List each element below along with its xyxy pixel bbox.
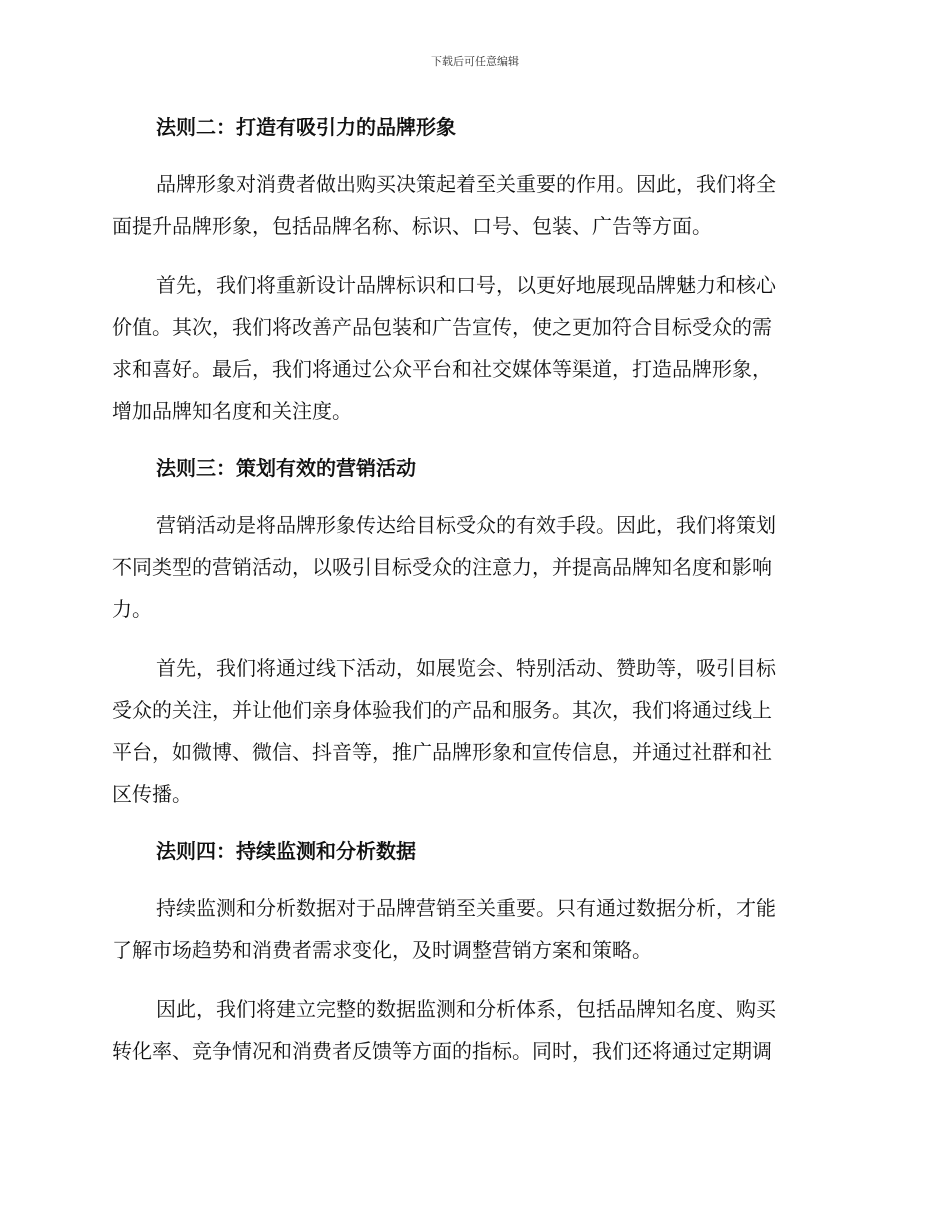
paragraph-line: 了解市场趋势和消费者需求变化，及时调整营销方案和策略。 <box>112 938 652 962</box>
paragraph-line: 增加品牌知名度和关注度。 <box>112 399 352 423</box>
paragraph-line: 品牌形象对消费者做出购买决策起着至关重要的作用。因此，我们将全 <box>156 172 776 196</box>
paragraph <box>112 887 830 971</box>
paragraph <box>112 988 830 1072</box>
paragraph <box>112 504 830 630</box>
section-heading: 法则三：策划有效的营销活动 <box>156 456 416 480</box>
section-heading: 法则四：持续监测和分析数据 <box>156 839 416 863</box>
paragraph-line: 不同类型的营销活动，以吸引目标受众的注意力，并提高品牌知名度和影响 <box>112 555 772 579</box>
paragraph-line: 受众的关注，并让他们亲身体验我们的产品和服务。其次，我们将通过线上 <box>112 698 772 722</box>
paragraph-line: 面提升品牌形象，包括品牌名称、标识、口号、包装、广告等方面。 <box>112 214 712 238</box>
paragraph-line: 首先，我们将通过线下活动，如展览会、特别活动、赞助等，吸引目标 <box>156 656 776 680</box>
paragraph-line: 持续监测和分析数据对于品牌营销至关重要。只有通过数据分析，才能 <box>156 896 776 920</box>
document-body <box>112 108 830 1072</box>
paragraph <box>112 647 830 815</box>
header-note: 下载后可任意编辑 <box>431 55 519 68</box>
paragraph-line: 营销活动是将品牌形象传达给目标受众的有效手段。因此，我们将策划 <box>156 513 776 537</box>
paragraph <box>112 163 830 247</box>
paragraph-line: 首先，我们将重新设计品牌标识和口号，以更好地展现品牌魅力和核心 <box>156 273 776 297</box>
paragraph-line: 价值。其次，我们将改善产品包装和广告宣传，使之更加符合目标受众的需 <box>112 315 772 339</box>
paragraph <box>112 264 830 432</box>
paragraph-line: 平台，如微博、微信、抖音等，推广品牌形象和宣传信息，并通过社群和社 <box>112 740 772 764</box>
section-heading: 法则二：打造有吸引力的品牌形象 <box>156 115 456 139</box>
paragraph-line: 转化率、竞争情况和消费者反馈等方面的指标。同时，我们还将通过定期调 <box>112 1039 772 1063</box>
paragraph-line: 因此，我们将建立完整的数据监测和分析体系，包括品牌知名度、购买 <box>156 997 776 1021</box>
paragraph-line: 区传播。 <box>112 782 192 806</box>
paragraph-line: 力。 <box>112 597 152 621</box>
paragraph-line: 求和喜好。最后，我们将通过公众平台和社交媒体等渠道，打造品牌形象， <box>112 357 772 381</box>
